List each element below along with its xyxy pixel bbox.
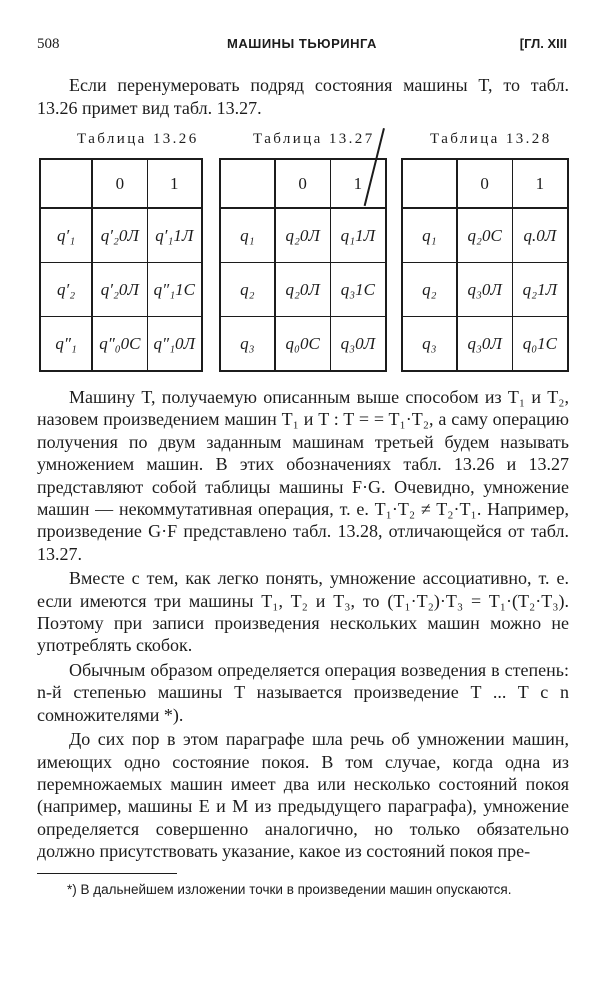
state-cell: q″₁	[40, 317, 92, 372]
transition-cell: q₀1С	[512, 317, 568, 372]
transition-cell: q′₂0Л	[92, 208, 147, 263]
table-caption-13-27: Таблица 13.27	[253, 131, 375, 147]
paragraph-several-rest-states: До сих пор в этом параграфе шла речь об умножении машин, имеющих одно состояние покоя. В том случае, когда одна из перемножаемых машин имеет два или несколько состояний покоя (например, машины E и M из предыдущего параграфа), умножение определяется совершенно аналогично, но только обязательно должно присутствовать указание, какое из состояний покоя пре-	[37, 729, 569, 862]
transition-cell: q′₂0Л	[92, 263, 147, 317]
footnote-separator	[37, 873, 177, 874]
paragraph-associativity: Вместе с тем, как легко понять, умножение ассоциативно, т. е. если имеются три машины T₁, T₂ и T₃, то (T₁·T₂)·T₃ = T₁·(T₂·T₃). Поэтому при записи произведения нескольких машин можно не употреблять скобок.	[37, 568, 569, 656]
transition-cell: q′₁1Л	[147, 208, 202, 263]
table-corner-cell	[402, 159, 457, 208]
transition-cell: q₂0С	[457, 208, 513, 263]
column-header: 1	[512, 159, 568, 208]
body-text	[37, 386, 569, 865]
intro-paragraph: Если перенумеровать подряд состояния машины T, то табл. 13.26 примет вид табл. 13.27.	[37, 75, 569, 118]
table-caption-13-28: Таблица 13.28	[430, 131, 552, 147]
table-13-26	[39, 158, 203, 372]
transition-cell: q″₁0Л	[147, 317, 202, 372]
state-cell: q₂	[402, 263, 457, 317]
state-cell: q₃	[220, 317, 275, 372]
column-header: 1	[147, 159, 202, 208]
state-cell: q′₁	[40, 208, 92, 263]
paragraph-multiplication-definition: Машину T, получаемую описанным выше способом из T₁ и T₂, назовем произведением машин T₁ и T : T = = T₁·T₂, а саму операцию получения по двум заданным машинам третьей будем называть умножением машин. В этих обозначениях табл. 13.26 и 13.27 представляют собой таблицы машины F·G. Очевидно, умножение машин — некоммутативная операция, т. е. T₁·T₂ ≠ T₂·T₁. Например, произведение G·F представлено табл. 13.28, отличающейся от табл. 13.27.	[37, 387, 569, 564]
state-cell: q′₂	[40, 263, 92, 317]
chapter-label: [ГЛ. XIII	[519, 36, 567, 51]
transition-cell: q.0Л	[512, 208, 568, 263]
transition-cell: q″₀0С	[92, 317, 147, 372]
transition-cell: q₀0С	[275, 317, 331, 372]
table-13-28	[401, 158, 569, 372]
transition-cell: q₃0Л	[457, 317, 513, 372]
table-corner-cell	[40, 159, 92, 208]
page-number: 508	[37, 36, 60, 52]
table-13-27	[219, 158, 387, 372]
transition-cell: q₃0Л	[457, 263, 513, 317]
transition-cell: q₁1Л	[330, 208, 386, 263]
transition-cell: q₂1Л	[512, 263, 568, 317]
transition-cell: q₂0Л	[275, 208, 331, 263]
transition-cell: q₂0Л	[275, 263, 331, 317]
column-header: 0	[92, 159, 147, 208]
paragraph-power: Обычным образом определяется операция возведения в степень: n-й степенью машины T называется произведение T ... T с n сомножителями *).	[37, 659, 569, 725]
running-title: МАШИНЫ ТЬЮРИНГА	[227, 36, 377, 51]
page-header	[37, 36, 567, 58]
state-cell: q₁	[402, 208, 457, 263]
state-cell: q₃	[402, 317, 457, 372]
table-corner-cell	[220, 159, 275, 208]
transition-cell: q₃0Л	[330, 317, 386, 372]
column-header: 1	[330, 159, 386, 208]
transition-cell: q″₁1С	[147, 263, 202, 317]
table-caption-13-26: Таблица 13.26	[77, 131, 199, 147]
column-header: 0	[275, 159, 331, 208]
transition-cell: q₃1С	[330, 263, 386, 317]
footnote: *) В дальнейшем изложении точки в произведении машин опускаются.	[67, 882, 512, 897]
state-cell: q₁	[220, 208, 275, 263]
column-header: 0	[457, 159, 513, 208]
state-cell: q₂	[220, 263, 275, 317]
